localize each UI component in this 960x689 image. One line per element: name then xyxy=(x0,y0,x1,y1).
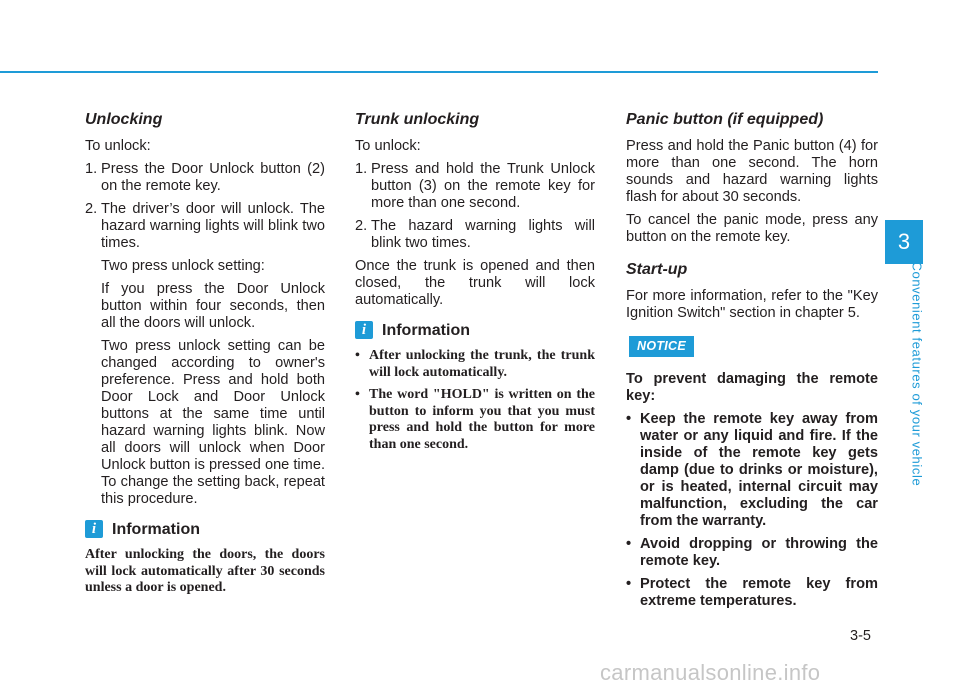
bullet-text: After unlocking the trunk, the trunk will lock automatically. xyxy=(369,348,595,380)
top-rule xyxy=(0,71,878,73)
step-text: The driver’s door will unlock. The hazard warning lights will blink two times. xyxy=(101,201,325,251)
panic-cancel-paragraph: To cancel the panic mode, press any button on the remote key. xyxy=(626,212,878,245)
bullet-text: Protect the remote key from extreme temperatures. xyxy=(640,576,878,609)
chapter-side-label xyxy=(909,262,925,492)
information-icon: i xyxy=(85,520,103,538)
intro-text: To unlock: xyxy=(85,138,151,154)
step-text: The hazard warning lights will blink two times. xyxy=(371,218,595,251)
section-heading-panic-button: Panic button (if equipped) xyxy=(626,111,824,128)
setting-paragraph: If you press the Door Unlock button within four seconds, then all the doors will unlock. xyxy=(101,281,325,331)
notice-bullet xyxy=(626,576,878,610)
information-bullet xyxy=(355,387,595,453)
bullet-dot: • xyxy=(626,536,632,552)
information-header xyxy=(85,520,325,538)
bullet-dot: • xyxy=(355,387,360,402)
trunk-paragraph: Once the trunk is opened and then closed, the trunk will lock automatically. xyxy=(355,258,595,308)
section-heading-trunk-unlocking: Trunk unlocking xyxy=(355,111,480,128)
section-heading-start-up: Start-up xyxy=(626,261,688,278)
page-number: 3-5 xyxy=(850,628,871,644)
chapter-tab xyxy=(885,220,923,264)
information-title: Information xyxy=(112,520,200,538)
step-number: 2. xyxy=(85,201,98,217)
bullet-dot: • xyxy=(355,348,360,363)
information-header xyxy=(355,321,595,339)
information-bullet xyxy=(355,348,595,381)
bullet-dot: • xyxy=(626,411,632,427)
chapter-title: Convenient features of your vehicle xyxy=(909,261,925,487)
information-title: Information xyxy=(382,321,470,339)
step-item xyxy=(355,218,595,252)
information-text: After unlocking the doors, the doors will lock automatically after 30 seconds unless a door is opened. xyxy=(85,547,325,595)
section-heading-unlocking: Unlocking xyxy=(85,111,163,128)
step-number: 2. xyxy=(355,218,368,234)
notice-bullet xyxy=(626,536,878,570)
bullet-text: Avoid dropping or throwing the remote key. xyxy=(640,536,878,569)
bullet-text: The word "HOLD" is written on the button to inform you that you must press and hold the button for more than one second. xyxy=(369,387,595,452)
setting-paragraph: Two press unlock setting can be changed according to owner's preference. Press and hold both Door Lock and Door Unlock buttons at the same time until hazard warning lights blink. Now all doors will unlock when Door Unlock button is pressed one time. To change the setting back, repeat this procedure. xyxy=(101,338,325,507)
notice-badge: NOTICE xyxy=(629,336,694,357)
watermark: carmanualsonline.info xyxy=(600,660,821,685)
notice-bullet xyxy=(626,411,878,530)
step-number: 1. xyxy=(85,161,98,177)
step-item xyxy=(355,161,595,212)
column-unlocking xyxy=(85,110,325,603)
step-text: Press and hold the Trunk Unlock button (3) on the remote key for more than one second. xyxy=(371,161,595,211)
step-item xyxy=(85,201,325,252)
column-panic-startup xyxy=(626,110,878,616)
startup-paragraph: For more information, refer to the "Key Ignition Switch" section in chapter 5. xyxy=(626,288,878,321)
bullet-text: Keep the remote key away from water or any liquid and fire. If the inside of the remote key gets damp (due to drinks or moisture), or is heated, internal circuit may malfunction, excluding the car from the warranty. xyxy=(640,411,878,529)
column-trunk-unlocking xyxy=(355,110,595,459)
intro-text: To unlock: xyxy=(355,138,421,154)
setting-title: Two press unlock setting: xyxy=(101,258,265,274)
step-text: Press the Door Unlock button (2) on the remote key. xyxy=(101,161,325,194)
panic-paragraph: Press and hold the Panic button (4) for more than one second. The horn sounds and hazard warning lights flash for about 30 seconds. xyxy=(626,138,878,205)
chapter-number: 3 xyxy=(897,229,911,254)
bullet-dot: • xyxy=(626,576,632,592)
information-icon: i xyxy=(355,321,373,339)
step-item xyxy=(85,161,325,195)
step-number: 1. xyxy=(355,161,368,177)
notice-title: To prevent damaging the remote key: xyxy=(626,371,878,404)
